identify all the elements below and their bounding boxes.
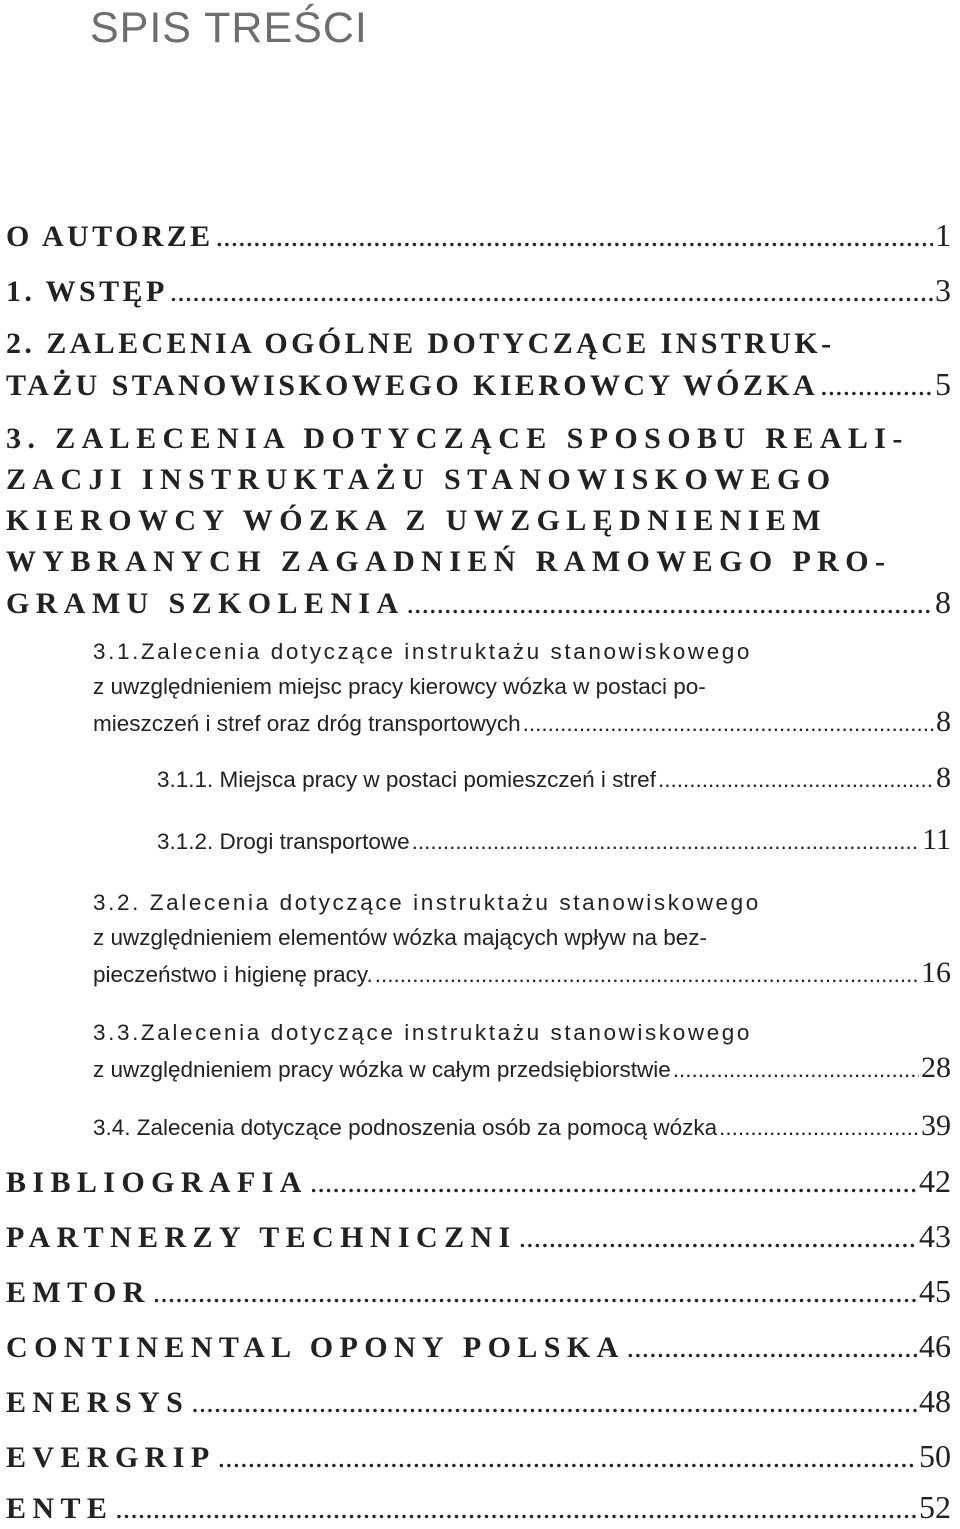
toc-leader-dots: [310, 1162, 917, 1203]
toc-page-number: 8: [935, 584, 951, 620]
toc-entry-label-line: KIEROWCY WÓZKA Z UWZGLĘDNIENIEM: [6, 504, 828, 537]
toc-page-number: 46: [919, 1328, 951, 1364]
toc-entry-label-line: pieczeństwo i higienę pracy.: [93, 962, 373, 987]
toc-page-number: 5: [935, 366, 951, 402]
toc-entry-label: 3.1.2. Drogi transportowe: [157, 829, 410, 854]
toc-entry-partnerzy-techniczni[interactable]: [6, 1216, 951, 1258]
toc-entry-label: 3.4. Zalecenia dotyczące podnoszenia osób za pomocą wózka: [93, 1115, 718, 1140]
toc-entry-3-4[interactable]: [93, 1108, 951, 1145]
toc-page-number: 8: [936, 705, 951, 738]
toc-page-number: 45: [919, 1273, 951, 1309]
toc-page-number: 39: [921, 1109, 951, 1142]
toc-leader-dots: [153, 1272, 917, 1313]
toc-page-number: 8: [936, 761, 951, 794]
toc-entry-emtor[interactable]: [6, 1271, 951, 1313]
toc-page-number: 16: [921, 956, 951, 989]
toc-entry-evergrip[interactable]: [6, 1436, 951, 1478]
page-title: SPIS TREŚCI: [90, 4, 368, 52]
toc-entry-continental[interactable]: [6, 1326, 951, 1368]
toc-entry-label-line: 2. ZALECENIA OGÓLNE DOTYCZĄCE INSTRUK-: [6, 327, 835, 360]
toc-entry-label: BIBLIOGRAFIA: [6, 1166, 308, 1199]
toc-entry-label: EVERGRIP: [6, 1441, 216, 1474]
toc-entry-zalecenia-sposobu[interactable]: [6, 418, 951, 624]
toc-leader-dots: [412, 824, 920, 859]
toc-page-number: 42: [919, 1163, 951, 1199]
toc-entry-enersys[interactable]: [6, 1381, 951, 1423]
toc-leader-dots: [170, 271, 933, 312]
toc-entry-wstep[interactable]: [6, 270, 951, 312]
toc-entry-label: PARTNERZY TECHNICZNI: [6, 1221, 517, 1254]
toc-page-number: 43: [919, 1218, 951, 1254]
toc-page-number: 11: [922, 823, 951, 856]
toc-leader-dots: [218, 1437, 917, 1478]
toc-leader-dots: [820, 365, 933, 406]
toc-entry-label-line: z uwzględnieniem elementów wózka mających wpływ na bez-: [93, 925, 708, 950]
toc-leader-dots: [115, 1488, 917, 1529]
toc-entry-label-line: 3. ZALECENIA DOTYCZĄCE SPOSOBU REALI-: [6, 422, 909, 455]
toc-entry-label: EMTOR: [6, 1276, 151, 1309]
toc-entry-3-1-2[interactable]: [157, 822, 951, 859]
toc-leader-dots: [658, 762, 934, 797]
toc-entry-label: CONTINENTAL OPONY POLSKA: [6, 1331, 625, 1364]
toc-entry-label-line: WYBRANYCH ZAGADNIEŃ RAMOWEGO PRO-: [6, 545, 892, 578]
toc-entry-label: 3.1.1. Miejsca pracy w postaci pomieszczeń i stref: [157, 767, 656, 792]
toc-page-number: 52: [919, 1489, 951, 1525]
toc-leader-dots: [375, 957, 919, 992]
toc-leader-dots: [216, 216, 933, 257]
toc-leader-dots: [673, 1052, 919, 1087]
toc-entry-label-line: TAŻU STANOWISKOWEGO KIEROWCY WÓZKA: [6, 369, 819, 402]
toc-page-number: 1: [935, 217, 951, 253]
toc-entry-label-line: z uwzględnieniem pracy wózka w całym przedsiębiorstwie: [93, 1057, 671, 1082]
toc-entry-3-1[interactable]: [93, 634, 951, 741]
toc-entry-label-line: GRAMU SZKOLENIA: [6, 587, 405, 620]
toc-entry-label: 1. WSTĘP: [6, 275, 168, 308]
toc-page-number: 50: [919, 1438, 951, 1474]
toc-entry-label-line: ZACJI INSTRUKTAŻU STANOWISKOWEGO: [6, 463, 837, 496]
toc-leader-dots: [191, 1382, 917, 1423]
toc-entry-ente[interactable]: [6, 1487, 951, 1529]
toc-entry-label-line: mieszczeń i stref oraz dróg transportowych: [93, 711, 521, 736]
toc-entry-zalecenia-ogolne[interactable]: [6, 323, 951, 406]
toc-entry-o-autorze[interactable]: [6, 215, 951, 257]
toc-entry-label-line: 3.1.Zalecenia dotyczące instruktażu stanowiskowego: [93, 639, 753, 664]
toc-entry-label: ENERSYS: [6, 1386, 190, 1419]
toc-entry-3-3[interactable]: [93, 1015, 951, 1087]
toc-leader-dots: [407, 583, 933, 624]
toc-leader-dots: [719, 1110, 919, 1145]
toc-entry-bibliografia[interactable]: [6, 1161, 951, 1203]
toc-entry-label-line: 3.3.Zalecenia dotyczące instruktażu stanowiskowego: [93, 1020, 753, 1045]
toc-entry-3-1-1[interactable]: [157, 760, 951, 797]
toc-entry-label: O AUTORZE: [6, 220, 214, 253]
toc-entry-3-2[interactable]: [93, 885, 951, 992]
toc-page-number: 3: [935, 272, 951, 308]
toc-entry-label-line: z uwzględnieniem miejsc pracy kierowcy wózka w postaci po-: [93, 674, 706, 699]
toc-entry-label-line: 3.2. Zalecenia dotyczące instruktażu stanowiskowego: [93, 890, 761, 915]
toc-leader-dots: [627, 1327, 917, 1368]
toc-page-number: 28: [921, 1051, 951, 1084]
toc-entry-label: ENTE: [6, 1492, 114, 1525]
toc-leader-dots: [523, 706, 934, 741]
toc-leader-dots: [519, 1217, 917, 1258]
toc-page-number: 48: [919, 1383, 951, 1419]
